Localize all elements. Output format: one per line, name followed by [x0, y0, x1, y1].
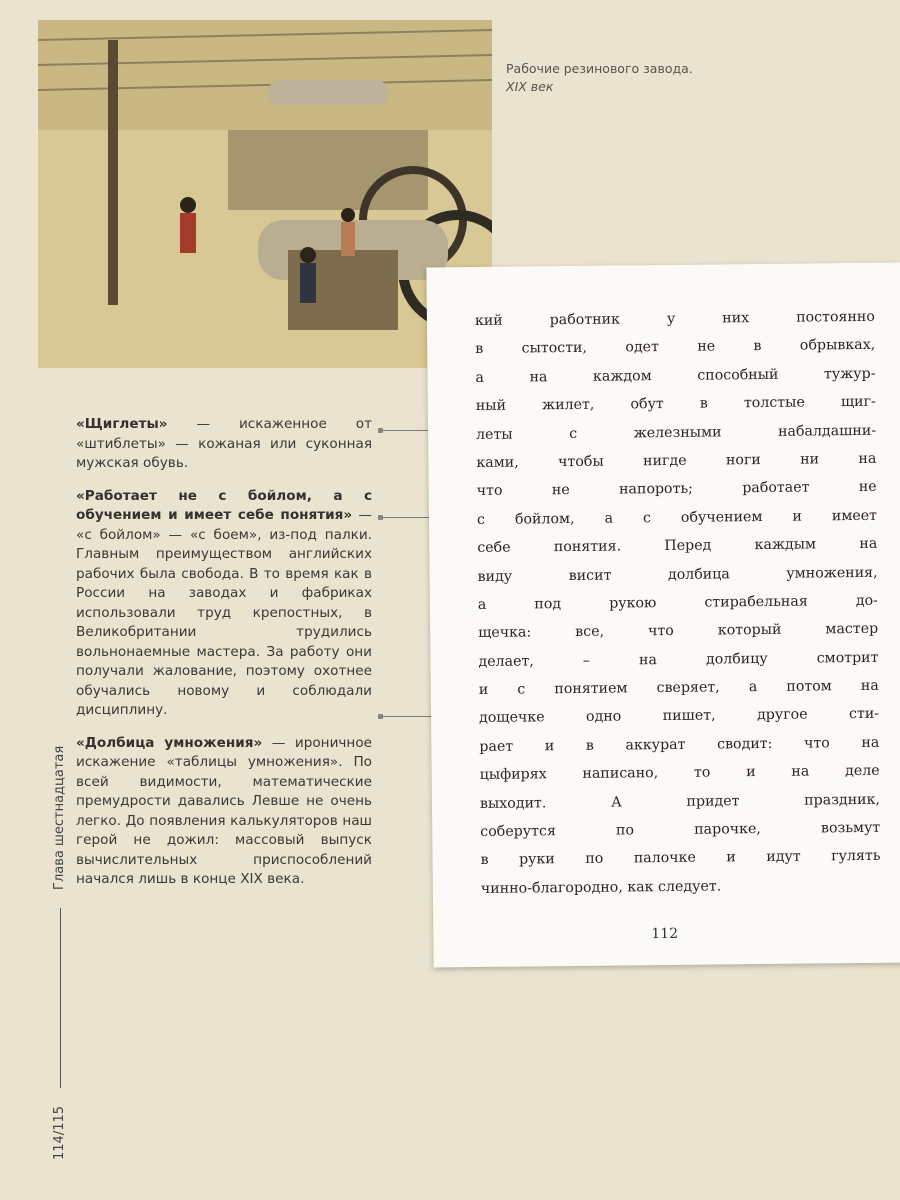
excerpt-line: ками, чтобы нигде ноги ни на	[476, 450, 877, 471]
excerpt-line: с бойлом, а с обучением и имеет	[476, 507, 878, 528]
excerpt-line: в руки по палочке и идут гулять	[480, 848, 881, 869]
book-excerpt-card	[426, 263, 900, 968]
note-term: «Долбица умножения»	[76, 734, 263, 751]
excerpt-line: а на каждом способный тужур-	[475, 365, 876, 386]
excerpt-line: делает, – на долбицу смотрит	[478, 649, 879, 670]
running-head-rule	[60, 908, 61, 1088]
excerpt-line: кий работник у них постоянно	[474, 308, 875, 330]
excerpt-text	[475, 303, 881, 903]
illustration-caption	[506, 60, 693, 96]
running-head	[52, 746, 68, 1160]
excerpt-line: цыфирях написано, то и на деле	[479, 763, 880, 784]
note-dolbitsa	[76, 734, 372, 890]
note-text: — ироничное искажение «таблицы умножения». По всей видимости, математические премудрости давались Левше не очень легко. До появления калькуляторов наш герой не дожил: массовый выпуск вычислительных приспособлений начался лишь в конце XIX века.	[76, 734, 372, 887]
excerpt-line: виду висит долбица умножения,	[477, 564, 878, 585]
caption-century: XIX век	[506, 79, 554, 94]
page-range: 114/115	[52, 1105, 67, 1160]
excerpt-line: рает и в аккурат сводит: что на	[479, 734, 880, 755]
excerpt-line: леты с железными набалдашни-	[476, 422, 877, 443]
excerpt-line: дощечке одно пишет, другое сти-	[478, 706, 880, 727]
chapter-title: Глава шестнадцатая	[52, 745, 67, 890]
excerpt-line: себе понятия. Перед каждым на	[477, 535, 878, 557]
factory-illustration	[38, 20, 492, 368]
excerpt-line: соберутся по парочке, возьмут	[480, 819, 881, 841]
note-term: «Щиглеты»	[76, 416, 168, 432]
excerpt-line: а под рукою стирабельная до-	[477, 592, 878, 613]
note-term: «Работает не с бойлом, а с обучением и имеет себе понятия»	[76, 487, 372, 523]
excerpt-line: что не напороть; работает не	[476, 479, 877, 500]
note-boyl	[76, 487, 372, 721]
caption-title: Рабочие резинового завода.	[506, 61, 693, 76]
excerpt-page-number: 112	[651, 925, 679, 943]
factory-engraving-image	[38, 20, 492, 368]
excerpt-line: выходит. А придет праздник,	[479, 791, 881, 812]
excerpt-line: в сытости, одет не в обрывках,	[475, 337, 876, 358]
note-text: — искаженное от «штиблеты» — кожаная или суконная мужская обувь.	[76, 416, 372, 471]
excerpt-line: чинно-благородно, как следует.	[480, 878, 722, 897]
excerpt-line: щечка: все, что который мастер	[478, 621, 879, 642]
note-shchiglety	[76, 415, 372, 474]
excerpt-line: и с понятием сверяет, а потом на	[478, 677, 879, 699]
excerpt-line: ный жилет, обут в толстые щиг-	[475, 393, 876, 415]
note-text: — «с бойлом» — «с боем», из-под палки. Главным преимуществом английских рабочих была свобода. В то время как в России на заводах и фабриках использовали труд крепостных, в Великобритании трудились вольнонаемные мастера. За работу они получали жалование, поэтому охотнее обучались новому и соблюдали дисциплину.	[76, 507, 373, 718]
glossary-notes	[76, 415, 372, 903]
